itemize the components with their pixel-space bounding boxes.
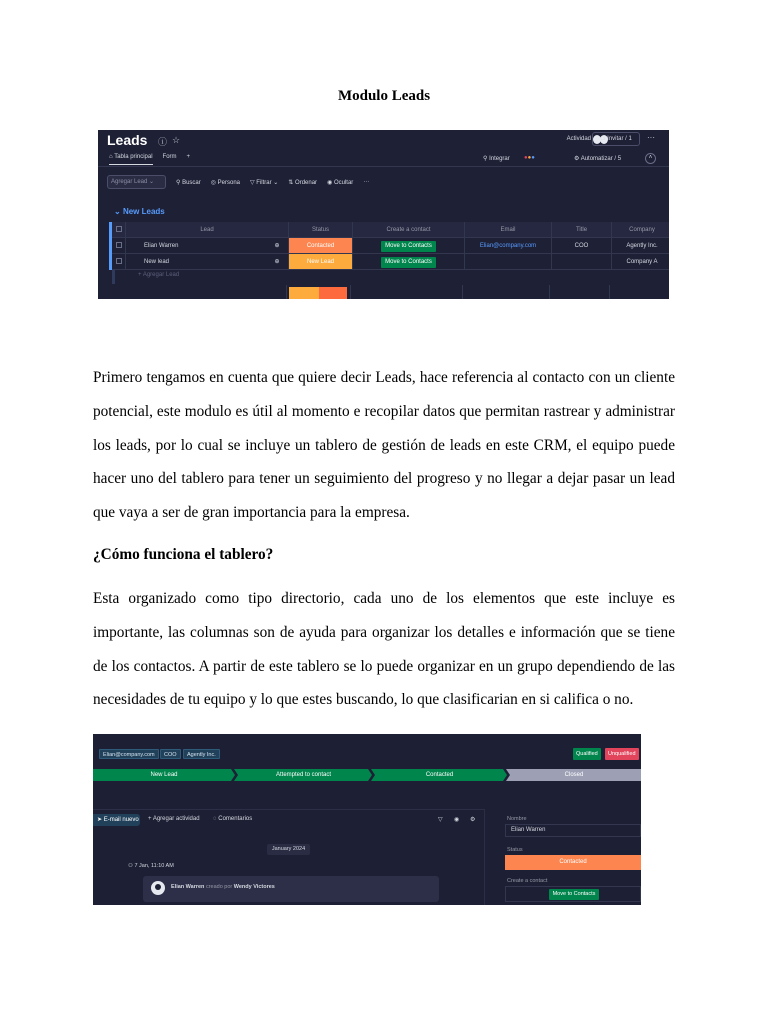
hide-button[interactable]: ◉ Ocultar (327, 179, 354, 186)
email-cell[interactable] (465, 254, 552, 270)
document-title: Modulo Leads (337, 88, 431, 104)
column-title[interactable]: Title (552, 222, 612, 238)
add-lead-button[interactable]: Agregar Lead ⌄ (107, 175, 166, 189)
settings-icon[interactable]: ⚙ (470, 817, 476, 823)
email-cell[interactable]: Elian@company.com (465, 238, 552, 254)
stage-new-lead[interactable]: New Lead (150, 772, 178, 778)
view-tabs (109, 154, 190, 165)
footer-divider (462, 285, 463, 299)
activity-divider (93, 809, 484, 810)
person-button[interactable]: ◎ Persona (210, 179, 241, 186)
eye-icon[interactable]: ◉ (454, 817, 460, 823)
status-field[interactable]: Contacted (505, 855, 641, 870)
filter-button[interactable]: ▽ Filtrar ⌄ (250, 179, 279, 186)
robot-icon: ⚙ (574, 156, 581, 162)
title-cell[interactable]: COO (552, 238, 612, 254)
stage-contacted[interactable]: Contacted (425, 772, 454, 778)
footer-divider (549, 285, 550, 299)
title-chip[interactable]: COO (160, 749, 181, 759)
tab-main-table[interactable]: ⌂ Tabla principal (109, 154, 153, 165)
eye-off-icon: ◉ (327, 179, 334, 186)
lead-name[interactable]: New lead (126, 254, 266, 270)
footer-divider (286, 285, 287, 299)
move-to-contacts-button[interactable]: Move to Contacts (381, 257, 436, 268)
table-row[interactable] (109, 238, 669, 254)
sort-button[interactable]: ⇅ Ordenar (288, 179, 318, 186)
add-view-button[interactable]: + (186, 154, 191, 160)
select-all-checkbox[interactable] (112, 222, 126, 238)
board-title: Leads (107, 132, 148, 148)
board-toolbar (107, 175, 369, 189)
activity-timestamp: ⚇ 7 Jan, 11:10 AM (128, 863, 174, 869)
unqualified-button[interactable]: Unqualified (605, 748, 639, 760)
status-label: Status (507, 847, 523, 853)
email-chip[interactable]: Elian@company.com (99, 749, 159, 759)
paragraph-board: Esta organizado como tipo directorio, cada uno de los elementos que este incluye es importante, las columnas son de ayuda para organizar los detalles e información que se tiene de los contactos. A partir de este tablero se lo puede organizar en un grupo dependiendo de las necesidades de tu equipo y lo que estes buscando, lo que clasificarian en si califica o no. (93, 590, 675, 709)
section-heading: ¿Cómo funciona el tablero? (93, 546, 274, 563)
status-summary-new (289, 287, 319, 299)
comments-button[interactable]: ◌ Comentarios (213, 816, 253, 822)
table-header (109, 222, 669, 238)
leads-board-screenshot (98, 130, 669, 299)
company-cell[interactable]: Agently Inc. (612, 238, 669, 254)
info-icon[interactable]: ⓘ (158, 137, 168, 147)
add-update-icon[interactable]: ⊕ (266, 254, 289, 270)
create-contact-cell (353, 254, 465, 270)
chevron-down-icon: ⌄ (114, 207, 123, 216)
stage-closed[interactable]: Closed (564, 772, 584, 778)
comment-icon: ◌ (213, 816, 219, 822)
send-icon: ➤ (97, 817, 104, 823)
stage-attempted[interactable]: Attempted to contact (275, 772, 332, 778)
integrate-icon: ⚲ (483, 156, 490, 162)
paragraph-intro: Primero tengamos en cuenta que quiere decir Leads, hace referencia al contacto con un cliente potencial, este modulo es útil al momento e recopilar datos que permitan rastrear y administrar los leads, por lo cual se incluye un tablero de gestión de leads en este CRM, el equipo puede hacer uno del tablero para tener un seguimiento del progreso y no llegar a dejar pasar un lead que vaya a ser de gran importancia para la empresa. (93, 369, 675, 522)
create-contact-label: Create a contact (507, 878, 548, 884)
filter-icon[interactable]: ▽ (438, 817, 443, 823)
sort-icon: ⇅ (288, 179, 296, 186)
title-cell[interactable] (552, 254, 612, 270)
column-create-contact[interactable]: Create a contact (353, 222, 465, 238)
star-icon[interactable]: ☆ (172, 135, 181, 145)
add-row-marker (112, 270, 115, 284)
row-checkbox[interactable] (112, 254, 126, 270)
add-activity-button[interactable]: + Agregar actividad (148, 816, 200, 822)
add-lead-row[interactable]: + Agregar Lead (138, 272, 180, 278)
plus-icon: + (148, 816, 153, 822)
footer-divider (609, 285, 610, 299)
column-status[interactable]: Status (289, 222, 353, 238)
company-cell[interactable]: Company A (612, 254, 669, 270)
person-icon: ◎ (210, 179, 218, 186)
more-icon[interactable]: ··· (647, 133, 655, 142)
person-add-icon: ⚇ (600, 136, 608, 142)
table-row[interactable] (109, 254, 669, 270)
header-divider (98, 166, 669, 167)
more-icon[interactable]: ··· (363, 179, 370, 185)
tab-form[interactable]: Form (162, 154, 177, 160)
home-icon: ⌂ (109, 154, 115, 160)
activity-card[interactable] (143, 876, 439, 902)
chevron-up-icon[interactable]: ˄ (645, 153, 656, 164)
status-cell[interactable]: Contacted (289, 238, 353, 254)
date-separator: January 2024 (267, 844, 310, 855)
integration-apps-icon: ●●● (524, 155, 535, 161)
create-contact-cell (353, 238, 465, 254)
panel-border (484, 809, 485, 905)
activity-text: Elian Warren creado por Wendy Victores (171, 884, 275, 890)
move-to-contacts-button[interactable]: Move to Contacts (381, 241, 436, 252)
move-to-contacts-button[interactable]: Move to Contacts (549, 889, 599, 900)
search-icon: ⚲ (176, 179, 183, 186)
name-label: Nombre (507, 816, 527, 822)
invite-button[interactable]: ⚇ Invitar / 1 (592, 132, 640, 146)
add-update-icon[interactable]: ⊕ (266, 238, 289, 254)
qualified-button[interactable]: Qualified (573, 748, 601, 760)
filter-icon: ▽ (250, 179, 257, 186)
integrate-button[interactable]: ⚲ Integrar (483, 156, 510, 162)
lead-detail-screenshot (93, 734, 641, 905)
name-field[interactable]: Elian Warren (505, 824, 641, 837)
activity-label[interactable]: Actividad (566, 136, 591, 142)
group-title[interactable]: ⌄ New Leads (114, 207, 165, 216)
column-lead[interactable]: Lead (126, 222, 289, 238)
status-summary-contacted (319, 287, 347, 299)
activity-icon: ⚇ (128, 863, 135, 869)
automate-button[interactable]: ⚙ Automatizar / 5 (574, 156, 622, 162)
status-cell[interactable]: New Lead (289, 254, 353, 270)
row-checkbox[interactable] (112, 238, 126, 254)
column-email[interactable]: Email (465, 222, 552, 238)
company-chip[interactable]: Agently Inc. (183, 749, 220, 759)
column-company[interactable]: Company (612, 222, 669, 238)
search-button[interactable]: ⚲ Buscar (176, 179, 201, 186)
lead-name[interactable]: Elian Warren (126, 238, 266, 254)
avatar (151, 881, 165, 895)
new-email-button[interactable]: ➤ E-mail nuevo (93, 814, 140, 826)
footer-divider (350, 285, 351, 299)
